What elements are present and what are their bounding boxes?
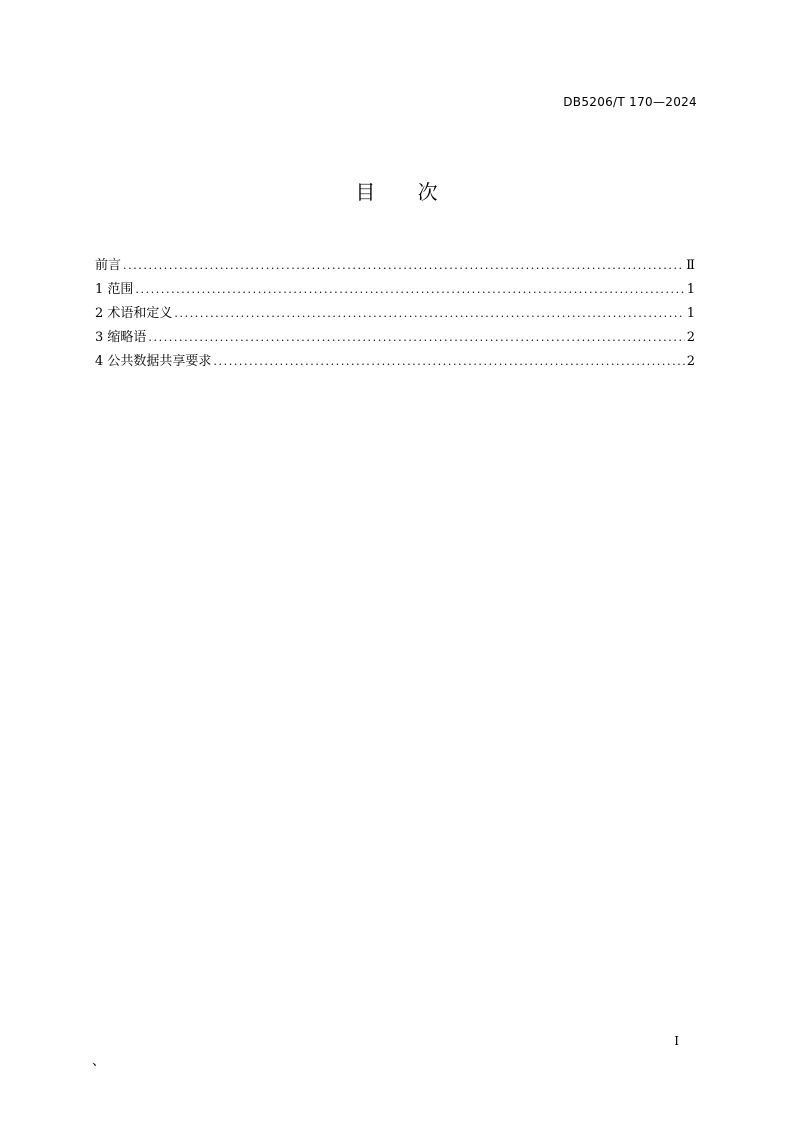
corner-mark: 、 <box>92 1054 106 1069</box>
toc-entry-label: 2 术语和定义 <box>95 306 173 321</box>
toc-entry-label: 1 范围 <box>95 282 134 297</box>
toc-entry-label: 4 公共数据共享要求 <box>95 354 212 369</box>
toc-entry-requirements[interactable] <box>95 350 695 374</box>
toc-entry-label: 3 缩略语 <box>95 330 147 345</box>
toc-leader-dots <box>123 254 684 278</box>
toc-entry-page: 1 <box>686 282 695 297</box>
toc-entry-foreword[interactable] <box>95 254 695 278</box>
toc-entry-terms[interactable] <box>95 302 695 326</box>
toc-entry-page: 2 <box>686 330 695 345</box>
toc-leader-dots <box>174 302 684 326</box>
toc-leader-dots <box>213 350 684 374</box>
toc-entry-page: Ⅱ <box>686 258 695 273</box>
toc-entry-abbreviations[interactable] <box>95 326 695 350</box>
toc-entry-scope[interactable] <box>95 278 695 302</box>
page-title: 目 次 <box>355 180 456 204</box>
toc-entry-page: 2 <box>686 354 695 369</box>
document-code: DB5206/T 170—2024 <box>563 95 697 109</box>
table-of-contents <box>95 254 695 374</box>
toc-leader-dots <box>135 278 684 302</box>
toc-leader-dots <box>148 326 684 350</box>
toc-entry-label: 前言 <box>95 258 122 273</box>
toc-entry-page: 1 <box>686 306 695 321</box>
page-number: I <box>674 1034 679 1048</box>
